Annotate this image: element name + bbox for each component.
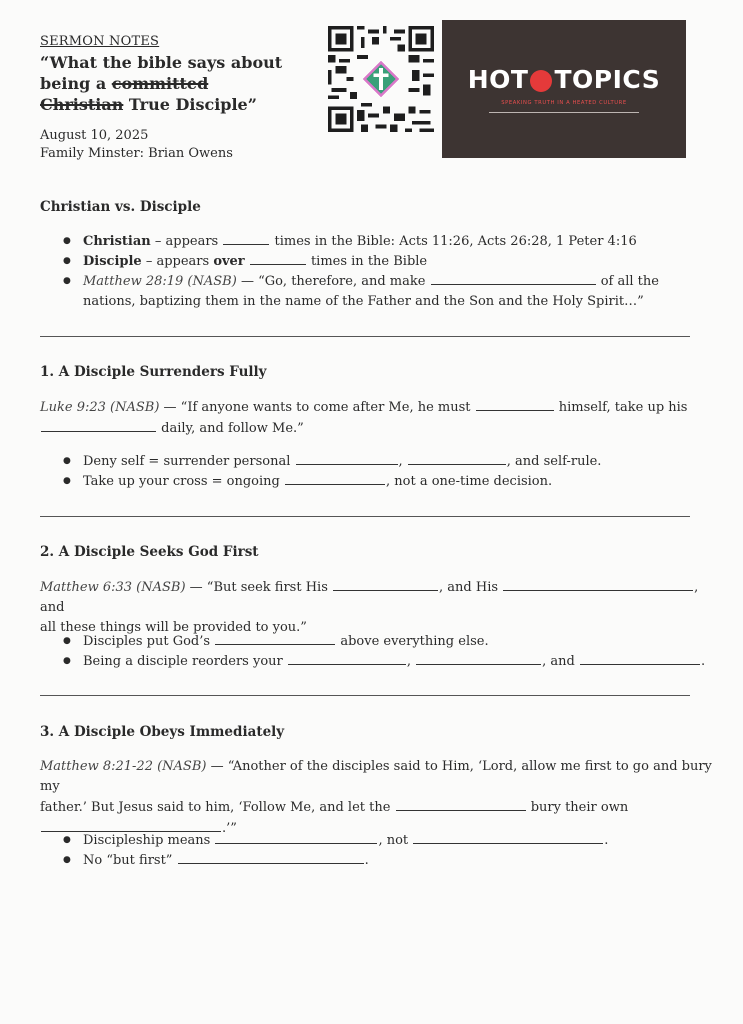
scripture-matthew-8: Matthew 8:21-22 (NASB) — “Another of the disciples said to Him, ‘Lord, allow me first to go and bury my father.’ But Jesus said to him, ‘Follow Me, and let the bury their own .’” — [40, 759, 712, 836]
list-item: ● Disciple – appears over times in the Bible — [63, 251, 693, 271]
fill-blank[interactable] — [41, 418, 156, 432]
list-item: ● Take up your cross = ongoing , not a one-time decision. — [63, 471, 601, 491]
list-item: ● Disciples put God’s above everything else. — [63, 631, 705, 651]
section-title-3: 3. A Disciple Obeys Immediately — [40, 724, 285, 740]
fill-blank[interactable] — [250, 251, 306, 265]
title-line-2: being a committed — [40, 74, 209, 93]
fill-blank[interactable] — [215, 631, 335, 645]
fill-blank[interactable] — [580, 651, 700, 665]
fill-blank[interactable] — [223, 231, 269, 245]
fill-blank[interactable] — [215, 830, 377, 844]
title-line-3: Christian True Disciple” — [40, 95, 257, 114]
scripture-luke: Luke 9:23 (NASB) — “If anyone wants to come after Me, he must himself, take up his daily, and follow Me.” — [40, 397, 690, 439]
fill-blank[interactable] — [178, 850, 364, 864]
hot-topics-logo: HOT TOPICS — [467, 65, 661, 94]
list-item: ● Being a disciple reorders your , , and . — [63, 651, 705, 671]
hot-topics-banner — [442, 20, 686, 158]
list-item: ● Matthew 28:19 (NASB) — “Go, therefore, and make of all the nations, baptizing them in the name of the Father and the Son and the Holy Spirit…” — [63, 271, 693, 312]
fill-blank[interactable] — [413, 830, 603, 844]
banner-divider — [489, 112, 639, 113]
struck-word-christian: Christian — [40, 95, 124, 114]
list-item: ● Christian – appears times in the Bible: Acts 11:26, Acts 26:28, 1 Peter 4:16 — [63, 231, 693, 251]
list-item: ● Deny self = surrender personal , , and self-rule. — [63, 451, 601, 471]
list-item: ● Discipleship means , not . — [63, 830, 608, 850]
fill-blank[interactable] — [476, 397, 554, 411]
s3-bullets — [63, 830, 608, 870]
list-item: ● No “but first” . — [63, 850, 608, 870]
intro-bullets — [63, 231, 693, 312]
notes-label: SERMON NOTES — [40, 34, 160, 49]
minister-name: Family Minster: Brian Owens — [40, 146, 233, 161]
fill-blank[interactable] — [288, 651, 406, 665]
fill-blank[interactable] — [416, 651, 541, 665]
section-title-intro: Christian vs. Disciple — [40, 199, 201, 215]
scripture-matthew-6: Matthew 6:33 (NASB) — “But seek first His , and His , and all these things will be provided to you.” — [40, 577, 700, 638]
fill-blank[interactable] — [296, 451, 398, 465]
qr-code-icon — [328, 26, 434, 132]
fill-blank[interactable] — [396, 797, 526, 811]
divider — [40, 336, 690, 337]
divider — [40, 516, 690, 517]
title-line-1: “What the bible says about — [40, 53, 283, 72]
section-title-2: 2. A Disciple Seeks God First — [40, 544, 259, 560]
speech-bubble-icon — [530, 70, 552, 92]
fill-blank[interactable] — [431, 271, 596, 285]
s2-bullets — [63, 631, 705, 671]
section-title-1: 1. A Disciple Surrenders Fully — [40, 364, 267, 380]
s1-bullets — [63, 451, 601, 491]
fill-blank[interactable] — [285, 471, 385, 485]
sermon-title — [40, 52, 310, 115]
fill-blank[interactable] — [408, 451, 506, 465]
divider — [40, 695, 690, 696]
fill-blank[interactable] — [333, 577, 438, 591]
struck-word-committed: committed — [111, 74, 209, 93]
sermon-date: August 10, 2025 — [40, 128, 149, 143]
banner-tagline: SPEAKING TRUTH IN A HEATED CULTURE — [501, 100, 627, 106]
fill-blank[interactable] — [503, 577, 693, 591]
